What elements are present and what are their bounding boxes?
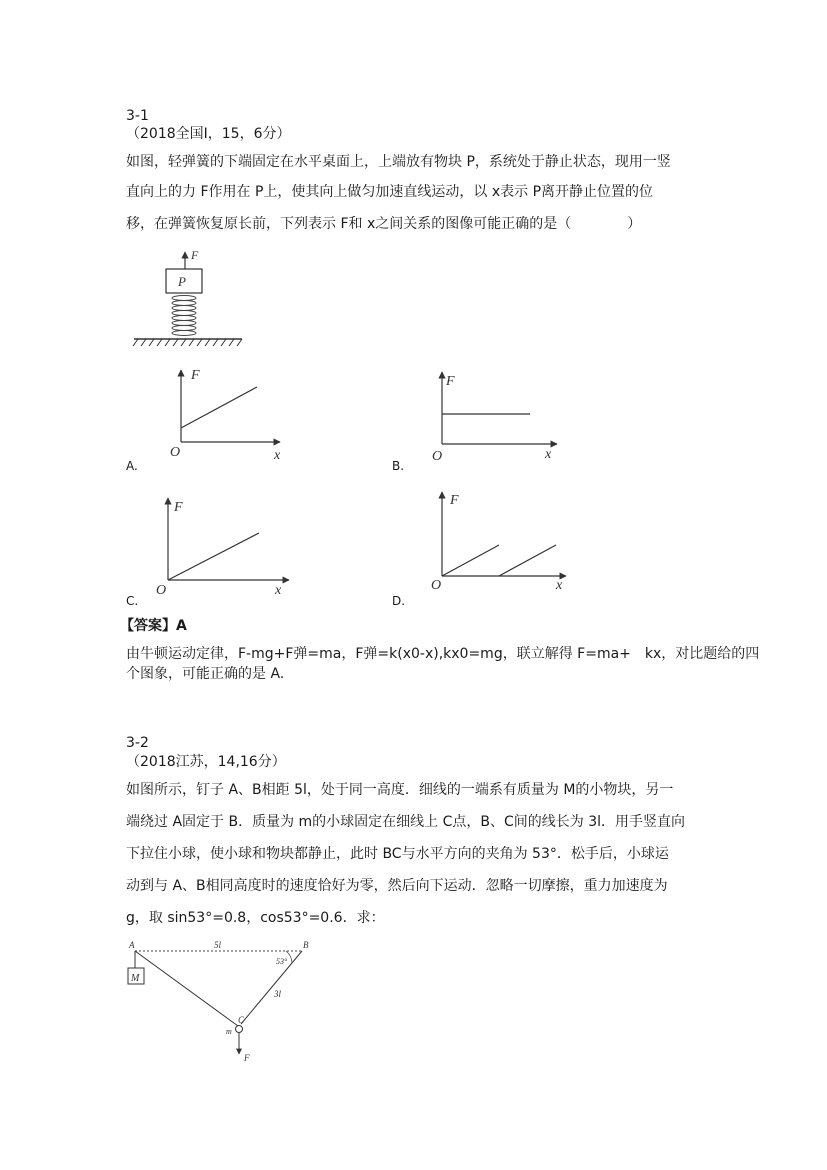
x-axis-label: x xyxy=(274,448,281,460)
q2-text-line3: 下拉住小球，使小球和物块都静止，此时 BC与水平方向的夹角为 53°．松手后，小球运 xyxy=(126,846,669,862)
graph-line xyxy=(181,387,257,428)
q1-number: 3-1 xyxy=(126,108,149,124)
y-axis-label: F xyxy=(174,500,183,515)
force-label: F xyxy=(191,248,199,262)
q2-source: （2018江苏，14,16分） xyxy=(126,754,286,770)
ab-length-label: 5l xyxy=(214,940,222,950)
ball-m xyxy=(236,1026,243,1033)
ball-m-label: m xyxy=(226,1027,232,1036)
q2-number: 3-2 xyxy=(126,735,149,751)
y-axis-label: F xyxy=(446,374,455,389)
q2-text-line4: 动到与 A、B相同高度时的速度恰好为零，然后向下运动．忽略一切摩擦，重力加速度为 xyxy=(126,878,668,894)
block-label: P xyxy=(178,274,186,289)
option-d-label: D. xyxy=(392,594,406,608)
q1-text-line1: 如图，轻弹簧的下端固定在水平桌面上，上端放有物块 P，系统处于静止状态，现用一竖 xyxy=(126,154,671,170)
q1-text-line3: 移，在弹簧恢复原长前，下列表示 F和 x之间关系的图像可能正确的是（ ） xyxy=(126,216,642,232)
force-label: F xyxy=(244,1053,250,1062)
point-c-label: C xyxy=(238,1015,245,1025)
option-b-graph xyxy=(426,366,566,462)
q2-text-line2: 端绕过 A固定于 B．质量为 m的小球固定在细线上 C点，B、C间的线长为 3l．用手竖直向 xyxy=(126,814,686,830)
spring xyxy=(172,296,196,336)
y-axis-label: F xyxy=(191,368,200,383)
explanation-line1: 由牛顿运动定律，F-mg+F弹=ma，F弹=k(x0-x),kx0=mg，联立解得 F=ma+ kx，对比题给的四 xyxy=(126,646,760,662)
x-axis-label: x xyxy=(545,447,552,462)
option-a-graph xyxy=(160,362,300,460)
option-d-graph xyxy=(424,486,574,594)
x-axis-label: x xyxy=(556,578,563,593)
option-a-label: A. xyxy=(126,459,138,473)
graph-line-segment-2 xyxy=(499,545,556,576)
option-c-label: C. xyxy=(126,594,139,608)
point-b-label: B xyxy=(303,940,309,950)
string-ac xyxy=(135,951,238,1026)
q1-text-line2: 直向上的力 F作用在 P上，使其向上做匀加速直线运动，以 x表示 P离开静止位置的位 xyxy=(126,184,654,200)
spring-block-figure xyxy=(128,246,248,352)
graph-line-segment-1 xyxy=(442,545,499,576)
q1-source: （2018全国Ⅰ，15，6分） xyxy=(126,126,291,142)
string-bc xyxy=(241,951,302,1024)
origin-label: O xyxy=(432,449,443,462)
answer-label: 【答案】A xyxy=(120,618,187,634)
point-a-label: A xyxy=(129,940,135,950)
origin-label: O xyxy=(431,578,442,593)
angle-label: 53° xyxy=(276,957,288,966)
explanation-line2: 个图象，可能正确的是 A. xyxy=(126,666,285,682)
x-axis-label: x xyxy=(275,583,282,598)
string-pulley-figure xyxy=(118,936,318,1062)
block-m-big-label: M xyxy=(131,973,140,984)
origin-label: O xyxy=(156,583,167,598)
q2-text-line5: g，取 sin53°=0.8，cos53°=0.6．求： xyxy=(126,910,385,926)
q2-text-line1: 如图所示，钉子 A、B相距 5l，处于同一高度．细线的一端系有质量为 M的小物块，另一 xyxy=(126,782,674,798)
y-axis-label: F xyxy=(450,493,459,508)
option-b-label: B. xyxy=(392,459,405,473)
origin-label: O xyxy=(170,445,181,460)
bc-length-label: 3l xyxy=(274,989,282,999)
ground xyxy=(133,339,242,346)
option-c-graph xyxy=(146,492,306,598)
graph-line xyxy=(168,533,259,580)
